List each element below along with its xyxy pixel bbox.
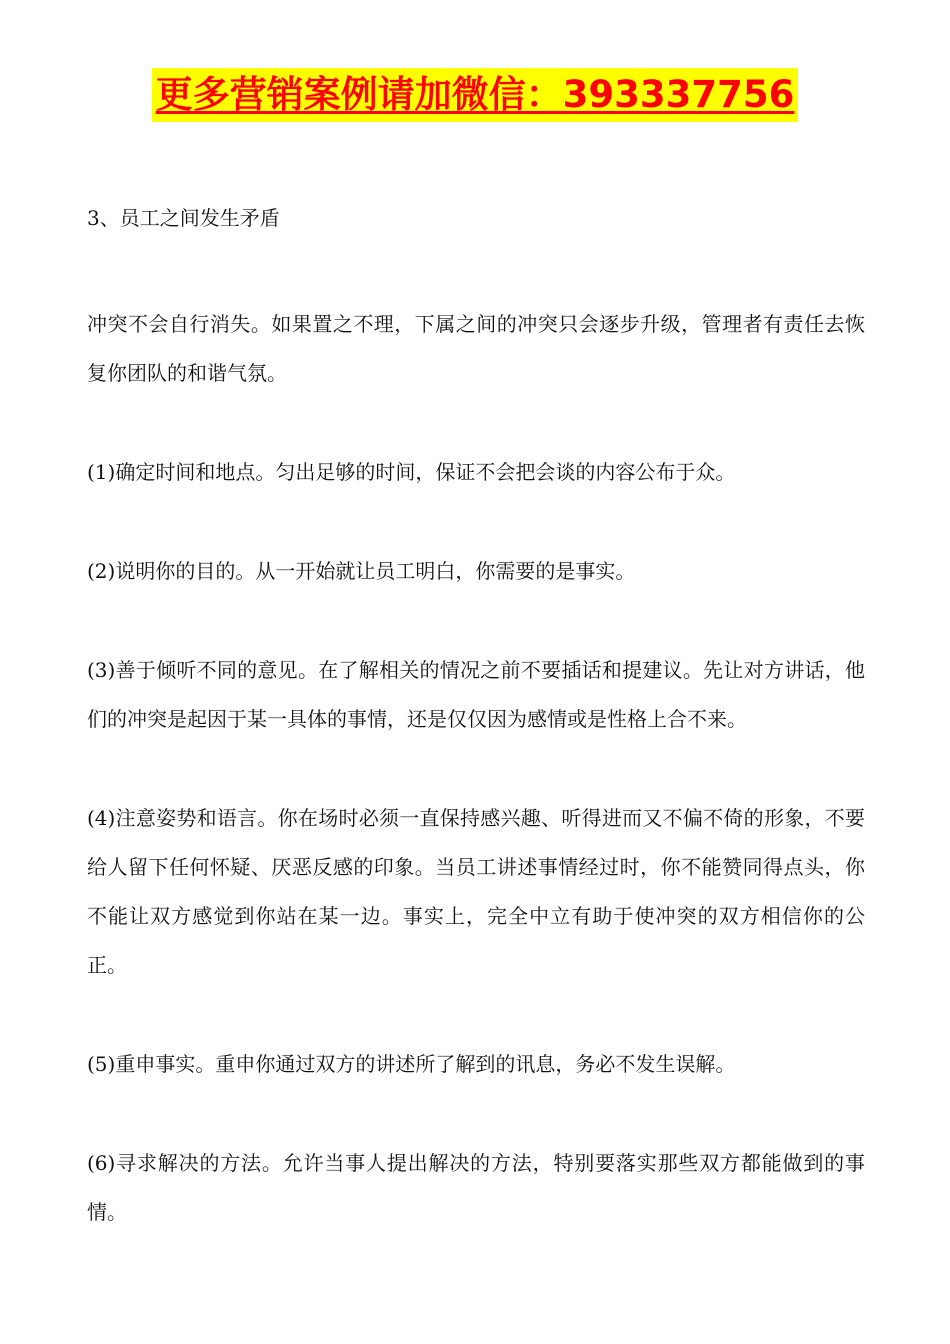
document-body — [87, 196, 865, 1287]
paragraph-step-1: (1)确定时间和地点。匀出足够的时间，保证不会把会谈的内容公布于众。 — [87, 460, 736, 484]
promo-banner-text: 更多营销案例请加微信：393337756 — [152, 68, 799, 122]
paragraph-step-4: (4)注意姿势和语言。你在场时必须一直保持感兴趣、听得进而又不偏不倚的形象，不要给人留下任何怀疑、厌恶反感的印象。当员工讲述事情经过时，你不能赞同得点头，你不能让双方感觉到你站在某一边。事实上，完全中立有助于使冲突的双方相信你的公正。 — [87, 806, 865, 977]
paragraph-step-6: (6)寻求解决的方法。允许当事人提出解决的方法，特别要落实那些双方都能做到的事情。 — [87, 1151, 865, 1224]
paragraph-step-2: (2)说明你的目的。从一开始就让员工明白，你需要的是事实。 — [87, 559, 636, 583]
promo-banner — [0, 68, 950, 122]
paragraph-step-5: (5)重申事实。重申你通过双方的讲述所了解到的讯息，务必不发生误解。 — [87, 1052, 736, 1076]
section-heading: 3、员工之间发生矛盾 — [87, 206, 280, 230]
paragraph-intro: 冲突不会自行消失。如果置之不理，下属之间的冲突只会逐步升级，管理者有责任去恢复你团队的和谐气氛。 — [87, 312, 865, 385]
paragraph-step-3: (3)善于倾听不同的意见。在了解相关的情况之前不要插话和提建议。先让对方讲话，他们的冲突是起因于某一具体的事情，还是仅仅因为感情或是性格上合不来。 — [87, 658, 865, 731]
